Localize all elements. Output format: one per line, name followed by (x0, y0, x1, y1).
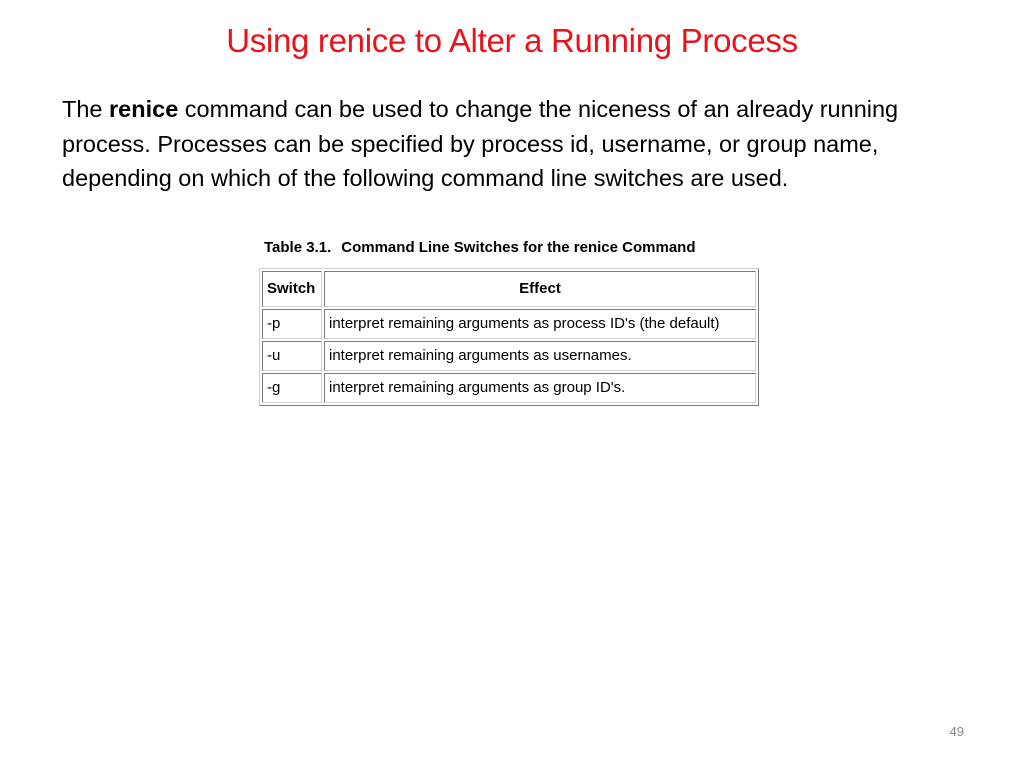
page-number: 49 (949, 724, 964, 739)
table-caption-text: Command Line Switches for the renice Command (341, 239, 696, 256)
switch-cell: -u (262, 341, 322, 371)
table-caption (264, 239, 696, 256)
effect-cell: interpret remaining arguments as process ID's (the default) (324, 309, 756, 339)
table-row (262, 373, 756, 403)
switch-cell: -p (262, 309, 322, 339)
effect-cell: interpret remaining arguments as group ID's. (324, 373, 756, 403)
table-row (262, 341, 756, 371)
switches-table (259, 268, 759, 406)
table-row (262, 309, 756, 339)
table-header-row (262, 271, 756, 307)
header-effect: Effect (324, 271, 756, 307)
table-caption-label: Table 3.1. (264, 239, 332, 256)
body-prefix: The (62, 96, 110, 122)
body-suffix: command can be used to change the niceness of an already running process. Processes can be specified by process id, username, or group name, depending on which of the following command line switches are used. (62, 96, 899, 191)
effect-cell: interpret remaining arguments as usernames. (324, 341, 756, 371)
header-switch: Switch (262, 271, 322, 307)
slide-title: Using renice to Alter a Running Process (226, 22, 798, 59)
body-command-name: renice (109, 96, 179, 122)
body-paragraph (62, 92, 972, 196)
switch-cell: -g (262, 373, 322, 403)
